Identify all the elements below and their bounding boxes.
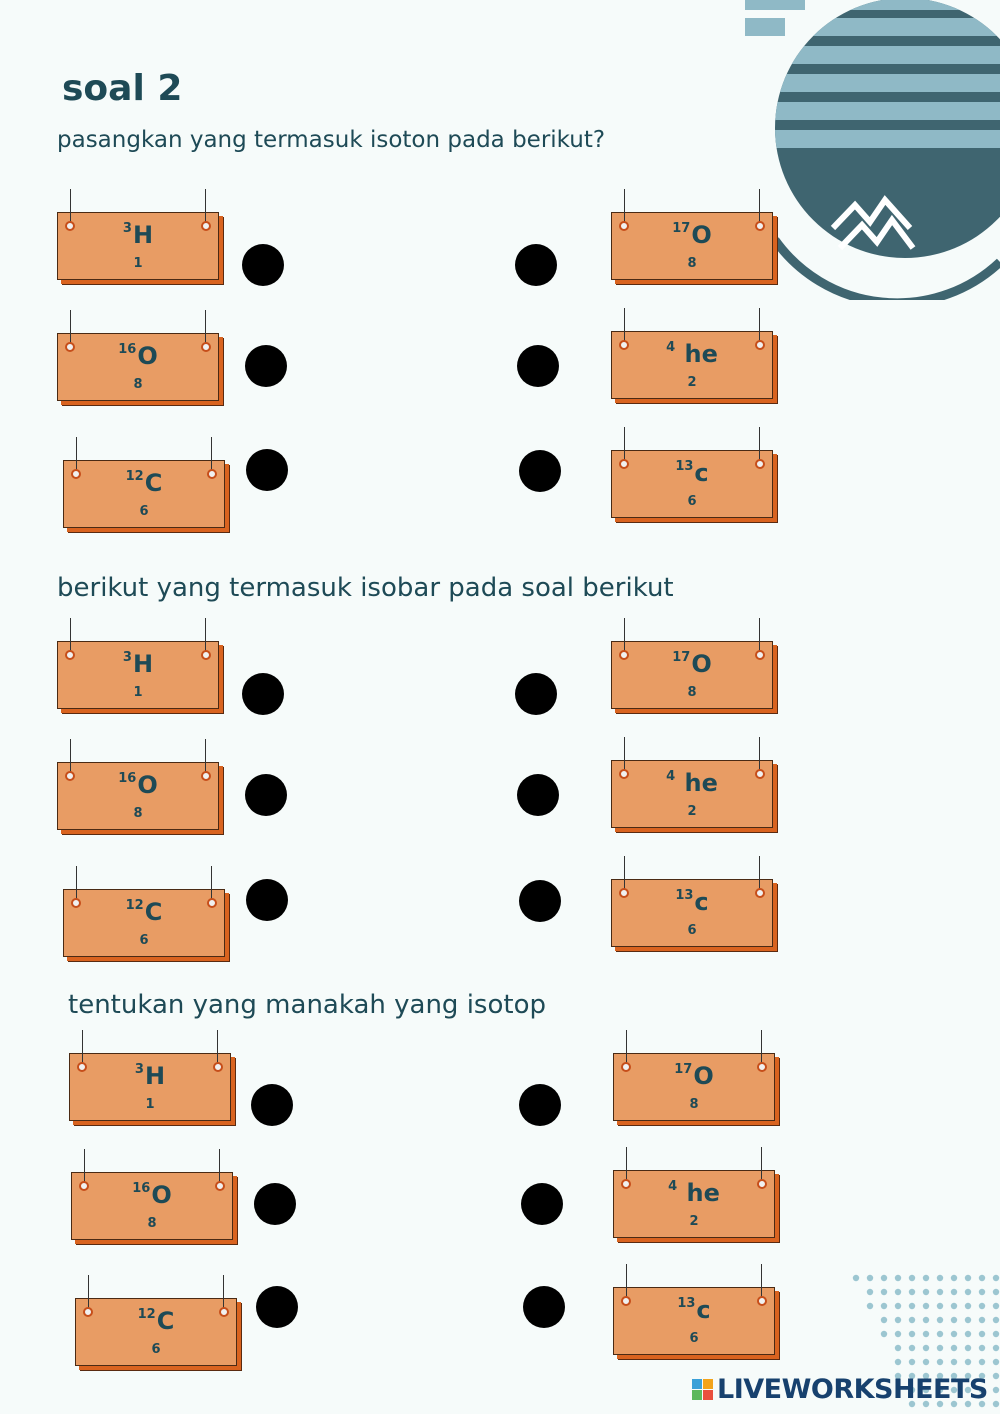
symbol-letters: he — [676, 769, 718, 797]
atomic-number: 6 — [139, 933, 149, 948]
right-element-card[interactable] — [611, 641, 773, 709]
symbol-letters: H — [132, 650, 154, 678]
right-match-dot[interactable] — [517, 774, 559, 816]
hanging-string — [88, 1275, 89, 1311]
logo-mark-icon — [692, 1379, 713, 1400]
hanging-string — [761, 1264, 762, 1300]
atomic-number: 1 — [133, 256, 143, 271]
hanging-string — [759, 737, 760, 773]
element-symbol — [614, 1179, 774, 1207]
symbol-letters: O — [151, 1181, 172, 1209]
hanging-string — [223, 1275, 224, 1311]
right-match-dot[interactable] — [515, 244, 557, 286]
symbol-letters: H — [132, 221, 154, 249]
logo-text: LIVEWORKSHEETS — [717, 1374, 988, 1405]
hanging-string — [624, 737, 625, 773]
element-symbol — [58, 342, 218, 370]
left-match-dot[interactable] — [256, 1286, 298, 1328]
symbol-letters: he — [678, 1179, 720, 1207]
right-match-dot[interactable] — [515, 673, 557, 715]
right-element-card[interactable] — [611, 331, 773, 399]
mass-number: 13 — [675, 459, 694, 474]
atomic-number: 6 — [139, 504, 149, 519]
hanging-string — [70, 739, 71, 775]
mass-number: 16 — [118, 771, 137, 786]
hanging-string — [217, 1030, 218, 1066]
atomic-number: 2 — [687, 804, 697, 819]
left-match-dot[interactable] — [254, 1183, 296, 1225]
element-symbol — [58, 771, 218, 799]
right-match-dot[interactable] — [519, 1084, 561, 1126]
left-match-dot[interactable] — [246, 879, 288, 921]
liveworksheets-logo — [692, 1374, 988, 1405]
mass-number: 12 — [125, 469, 144, 484]
hanging-string — [211, 866, 212, 902]
hanging-string — [76, 866, 77, 902]
mass-number: 4 — [668, 1179, 678, 1194]
hanging-string — [205, 739, 206, 775]
atomic-number: 8 — [687, 685, 697, 700]
symbol-letters: O — [693, 1062, 714, 1090]
hanging-string — [761, 1147, 762, 1183]
mass-number: 12 — [125, 898, 144, 913]
mass-number: 3 — [122, 221, 132, 236]
hanging-string — [626, 1030, 627, 1066]
question-isobar: berikut yang termasuk isobar pada soal berikut — [57, 573, 674, 603]
left-match-dot[interactable] — [245, 774, 287, 816]
left-element-card[interactable] — [69, 1053, 231, 1121]
hanging-string — [624, 618, 625, 654]
atomic-number: 8 — [133, 377, 143, 392]
right-match-dot[interactable] — [519, 880, 561, 922]
right-match-dot[interactable] — [523, 1286, 565, 1328]
element-symbol — [614, 1062, 774, 1090]
right-element-card[interactable] — [613, 1053, 775, 1121]
right-match-dot[interactable] — [519, 450, 561, 492]
symbol-letters: C — [144, 898, 163, 926]
symbol-letters: c — [696, 1296, 711, 1324]
hanging-string — [624, 189, 625, 225]
left-match-dot[interactable] — [242, 673, 284, 715]
hanging-string — [205, 189, 206, 225]
element-symbol — [76, 1307, 236, 1335]
hanging-string — [70, 618, 71, 654]
left-match-dot[interactable] — [242, 244, 284, 286]
hanging-string — [205, 618, 206, 654]
element-symbol — [70, 1062, 230, 1090]
hanging-string — [624, 856, 625, 892]
symbol-letters: c — [694, 459, 709, 487]
mass-number: 12 — [137, 1307, 156, 1322]
atomic-number: 1 — [133, 685, 143, 700]
question-isoton: pasangkan yang termasuk isoton pada berikut? — [57, 127, 606, 153]
hanging-string — [626, 1264, 627, 1300]
question-isotop: tentukan yang manakah yang isotop — [68, 990, 546, 1020]
element-symbol — [612, 888, 772, 916]
hanging-string — [624, 308, 625, 344]
atomic-number: 6 — [687, 923, 697, 938]
left-element-card[interactable] — [63, 889, 225, 957]
hanging-string — [70, 310, 71, 346]
element-symbol — [612, 769, 772, 797]
atomic-number: 6 — [687, 494, 697, 509]
left-element-card[interactable] — [57, 762, 219, 830]
atomic-number: 8 — [133, 806, 143, 821]
atomic-number: 6 — [689, 1331, 699, 1346]
symbol-letters: c — [694, 888, 709, 916]
hanging-string — [761, 1030, 762, 1066]
atomic-number: 6 — [151, 1342, 161, 1357]
mass-number: 3 — [122, 650, 132, 665]
hanging-string — [84, 1149, 85, 1185]
atomic-number: 2 — [689, 1214, 699, 1229]
mass-number: 3 — [134, 1062, 144, 1077]
element-symbol — [58, 650, 218, 678]
right-element-card[interactable] — [613, 1170, 775, 1238]
mass-number: 13 — [677, 1296, 696, 1311]
hanging-string — [76, 437, 77, 473]
left-element-card[interactable] — [63, 460, 225, 528]
atomic-number: 8 — [687, 256, 697, 271]
atomic-number: 2 — [687, 375, 697, 390]
right-element-card[interactable] — [611, 760, 773, 828]
hanging-string — [759, 856, 760, 892]
hanging-string — [211, 437, 212, 473]
hanging-string — [70, 189, 71, 225]
element-symbol — [612, 459, 772, 487]
right-element-card[interactable] — [613, 1287, 775, 1355]
hanging-string — [624, 427, 625, 463]
hanging-string — [759, 189, 760, 225]
symbol-letters: O — [691, 650, 712, 678]
right-element-card[interactable] — [611, 212, 773, 280]
left-element-card[interactable] — [71, 1172, 233, 1240]
decorative-circle-graphic — [745, 0, 1000, 300]
element-symbol — [612, 221, 772, 249]
mass-number: 16 — [118, 342, 137, 357]
mass-number: 4 — [666, 340, 676, 355]
hanging-string — [759, 427, 760, 463]
left-element-card[interactable] — [57, 641, 219, 709]
hanging-string — [219, 1149, 220, 1185]
worksheet-title: soal 2 — [62, 68, 183, 109]
element-symbol — [58, 221, 218, 249]
element-symbol — [614, 1296, 774, 1324]
element-symbol — [64, 469, 224, 497]
mass-number: 17 — [672, 650, 691, 665]
atomic-number: 1 — [145, 1097, 155, 1112]
mass-number: 13 — [675, 888, 694, 903]
left-element-card[interactable] — [57, 212, 219, 280]
left-element-card[interactable] — [57, 333, 219, 401]
mass-number: 16 — [132, 1181, 151, 1196]
right-match-dot[interactable] — [517, 345, 559, 387]
symbol-letters: C — [156, 1307, 175, 1335]
symbol-letters: H — [144, 1062, 166, 1090]
right-match-dot[interactable] — [521, 1183, 563, 1225]
left-match-dot[interactable] — [245, 345, 287, 387]
right-element-card[interactable] — [611, 450, 773, 518]
hanging-string — [759, 308, 760, 344]
right-element-card[interactable] — [611, 879, 773, 947]
element-symbol — [72, 1181, 232, 1209]
left-match-dot[interactable] — [251, 1084, 293, 1126]
mass-number: 4 — [666, 769, 676, 784]
mass-number: 17 — [674, 1062, 693, 1077]
element-symbol — [612, 650, 772, 678]
atomic-number: 8 — [689, 1097, 699, 1112]
element-symbol — [64, 898, 224, 926]
symbol-letters: O — [137, 342, 158, 370]
hanging-string — [205, 310, 206, 346]
hanging-string — [626, 1147, 627, 1183]
symbol-letters: he — [676, 340, 718, 368]
left-element-card[interactable] — [75, 1298, 237, 1366]
element-symbol — [612, 340, 772, 368]
hanging-string — [82, 1030, 83, 1066]
symbol-letters: O — [691, 221, 712, 249]
left-match-dot[interactable] — [246, 449, 288, 491]
atomic-number: 8 — [147, 1216, 157, 1231]
symbol-letters: C — [144, 469, 163, 497]
symbol-letters: O — [137, 771, 158, 799]
hanging-string — [759, 618, 760, 654]
mass-number: 17 — [672, 221, 691, 236]
